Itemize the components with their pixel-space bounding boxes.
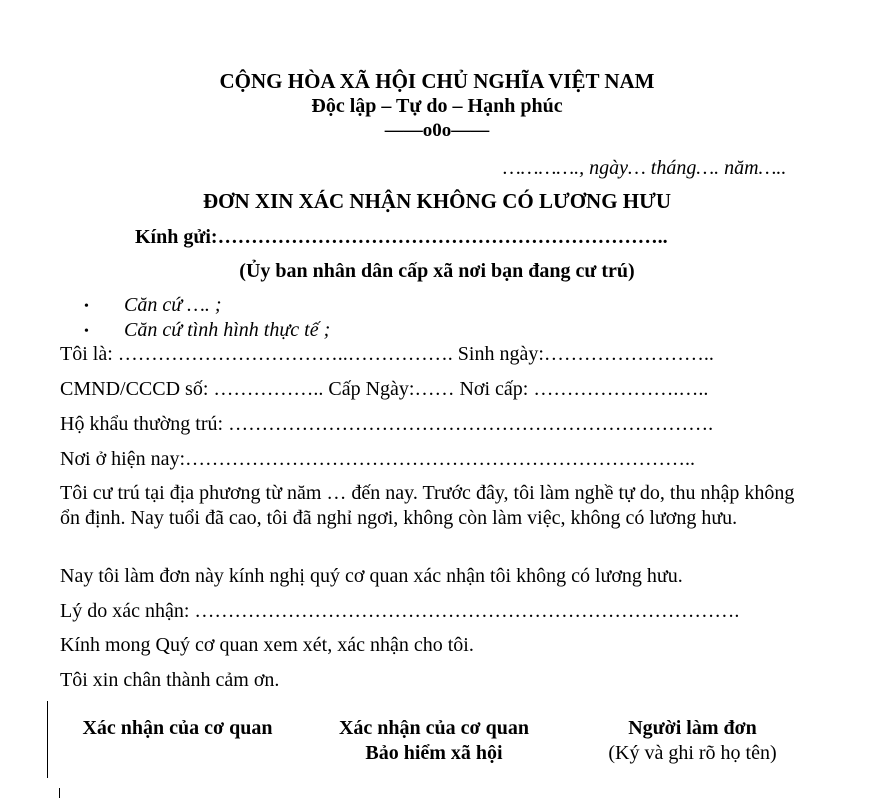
country-name: CỘNG HÒA XÃ HỘI CHỦ NGHĨA VIỆT NAM <box>219 69 655 93</box>
recipient-note: (Ủy ban nhân dân cấp xã nơi bạn đang cư trú) <box>239 260 635 282</box>
name-field-line: Tôi là: ……………………………..……………. Sinh ngày:…………………….. <box>60 343 714 365</box>
signature-subtitle: (Ký và ghi rõ họ tên) <box>608 742 777 764</box>
signature-block-social-insurance <box>318 716 550 766</box>
national-motto: Độc lập – Tự do – Hạnh phúc <box>311 95 563 117</box>
reason-field-line: Lý do xác nhận: ………………………………………………………………………. <box>60 600 740 622</box>
basis-text: Căn cứ …. ; <box>124 294 222 316</box>
document-title: ĐƠN XIN XÁC NHẬN KHÔNG CÓ LƯƠNG HƯU <box>202 189 672 213</box>
signature-block-applicant <box>585 716 800 766</box>
signature-title: Xác nhận của cơ quan <box>338 717 529 739</box>
thanks-line: Tôi xin chân thành cảm ơn. <box>60 669 280 691</box>
margin-line <box>47 701 48 778</box>
signature-title: Người làm đơn <box>628 717 757 739</box>
consideration-request: Kính mong Quý cơ quan xem xét, xác nhận cho tôi. <box>60 634 474 656</box>
request-paragraph: Nay tôi làm đơn này kính nghị quý cơ quan xác nhận tôi không có lương hưu. <box>60 565 683 587</box>
basis-text: Căn cứ tình hình thực tế ; <box>124 319 331 341</box>
household-field-line: Hộ khẩu thường trú: ………………………………………………………………. <box>60 413 714 435</box>
header-separator: ——o0o—— <box>384 120 490 141</box>
signature-block-agency <box>60 716 295 741</box>
id-field-line: CMND/CCCD số: …………….. Cấp Ngày:…… Nơi cấp: ………………….….. <box>60 378 709 400</box>
cursor-mark <box>59 788 60 798</box>
date-line: …………., ngày… tháng…. năm….. <box>503 157 787 179</box>
signature-subtitle: Bảo hiểm xã hội <box>365 742 503 764</box>
bullet-icon: • <box>84 299 89 314</box>
body-paragraph: Tôi cư trú tại địa phương từ năm … đến nay. Trước đây, tôi làm nghề tự do, thu nhập không ổn định. Nay tuổi đã cao, tôi đã nghỉ ngơi, không còn làm việc, không có lương hưu. <box>60 482 795 529</box>
recipient-line: Kính gửi:………………………………………………………….. <box>135 226 668 248</box>
residence-field-line: Nơi ở hiện nay:………………………………………………………………….. <box>60 448 696 470</box>
signature-title: Xác nhận của cơ quan <box>82 717 273 739</box>
bullet-icon: • <box>84 324 89 339</box>
